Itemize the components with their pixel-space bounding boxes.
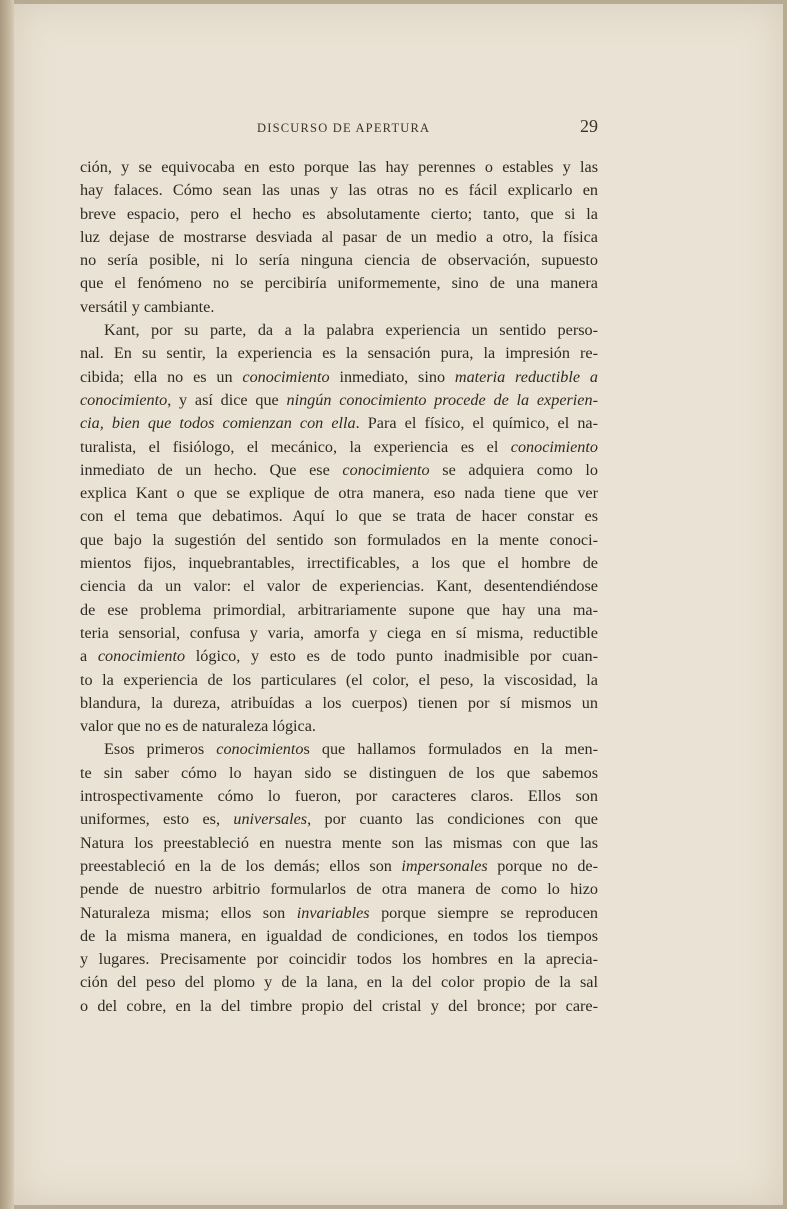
text-line: a conocimiento lógico, y esto es de todo punto inadmisible por cuan- [80, 647, 599, 666]
book-spine-edge [0, 0, 14, 1209]
text-line: con el tema que debatimos. Aquí lo que se trata de hacer constar es [80, 507, 598, 526]
text-line: y lugares. Precisamente por coincidir todos los hombres en la aprecia- [80, 950, 598, 969]
text-line: breve espacio, pero el hecho es absolutamente cierto; tanto, que si la [80, 204, 598, 223]
text-line: Natura los preestableció en nuestra mente son las mismas con que las [80, 833, 598, 852]
text-line: cia, bien que todos comienzan con ella. Para el físico, el químico, el na- [80, 414, 598, 433]
text-line: no sería posible, ni lo sería ninguna ciencia de observación, supuesto [80, 251, 598, 270]
text-line: que bajo la sugestión del sentido son formulados en la mente conoci- [80, 530, 598, 549]
text-line: Esos primeros conocimientos que hallamos formulados en la men- [104, 740, 598, 759]
text-line: turalista, el fisiólogo, el mecánico, la experiencia es el conocimiento [80, 437, 598, 456]
text-line: ciencia da un valor: el valor de experiencias. Kant, desentendiéndose [80, 577, 598, 596]
text-line: preestableció en la de los demás; ellos son impersonales porque no de- [80, 856, 598, 875]
page-number: 29 [580, 116, 598, 136]
text-line: explica Kant o que se explique de otra manera, eso nada tiene que ver [80, 484, 598, 503]
text-line: pende de nuestro arbitrio formularlos de otra manera de como lo hizo [80, 880, 598, 899]
text-line: uniformes, esto es, universales, por cuanto las condiciones con que [80, 810, 598, 829]
text-line: ción, y se equivocaba en esto porque las hay perennes o estables y las [80, 158, 598, 176]
text-line: introspectivamente cómo lo fueron, por caracteres claros. Ellos son [80, 787, 598, 806]
text-line: Naturaleza misma; ellos son invariables porque siempre se reproducen [80, 903, 598, 922]
text-line: nal. En su sentir, la experiencia es la sensación pura, la impresión re- [80, 344, 598, 363]
text-line: o del cobre, en la del timbre propio del cristal y del bronce; por care- [80, 996, 598, 1015]
text-line: hay falaces. Cómo sean las unas y las otras no es fácil explicarlo en [80, 181, 598, 200]
text-line: cibida; ella no es un conocimiento inmediato, sino materia reductible a [80, 367, 599, 386]
text-line: de la misma manera, en igualdad de condiciones, en todos los tiempos [80, 926, 598, 945]
page-header [82, 116, 598, 140]
text-line: ción del peso del plomo y de la lana, en la del color propio de la sal [80, 973, 598, 992]
text-line: to la experiencia de los particulares (el color, el peso, la viscosidad, la [80, 670, 598, 689]
text-line: blandura, la dureza, atribuídas a los cuerpos) tienen por sí mismos un [80, 693, 598, 712]
body-text [80, 156, 598, 1018]
text-line: te sin saber cómo lo hayan sido se distinguen de los que sabemos [80, 763, 598, 782]
text-line: que el fenómeno no se percibiría uniformemente, sino de una manera [80, 274, 598, 293]
text-line: conocimiento, y así dice que ningún conocimiento procede de la experien- [80, 390, 598, 409]
text-line: mientos fijos, inquebrantables, irrectificables, a los que el hombre de [80, 554, 598, 573]
text-line: Kant, por su parte, da a la palabra experiencia un sentido perso- [104, 321, 598, 340]
text-line: inmediato de un hecho. Que ese conocimiento se adquiera como lo [80, 460, 598, 479]
text-line: de ese problema primordial, arbitrariamente supone que hay una ma- [80, 600, 598, 619]
text-line: valor que no es de naturaleza lógica. [80, 717, 316, 736]
text-line: versátil y cambiante. [80, 297, 215, 316]
text-line: luz dejase de mostrarse desviada al pasar de un medio a otro, la física [80, 227, 598, 246]
running-head: DISCURSO DE APERTURA [257, 121, 431, 135]
text-line: teria sensorial, confusa y varia, amorfa y ciega en sí misma, reductible [80, 623, 598, 642]
